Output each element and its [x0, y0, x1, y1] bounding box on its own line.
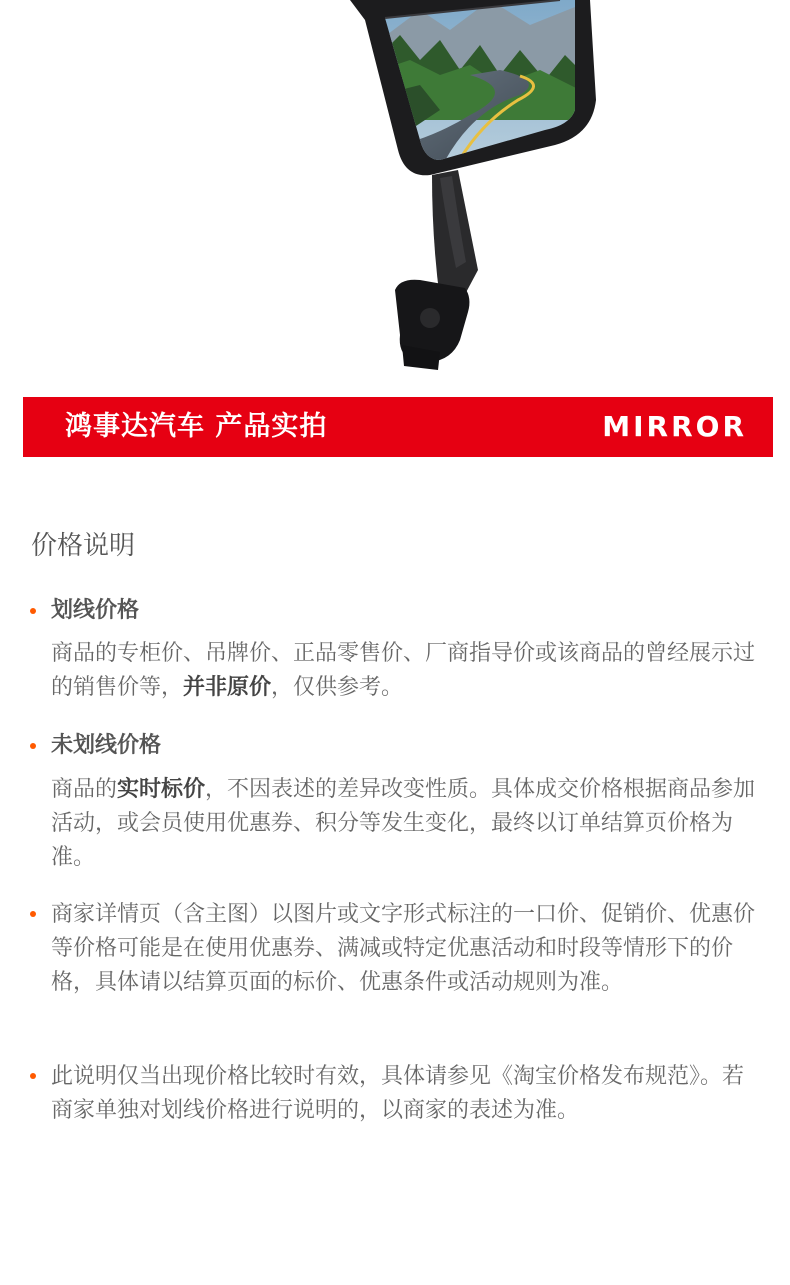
price-section-title: 价格说明 — [31, 531, 136, 561]
item-body-text: ，仅供参考。 — [271, 675, 404, 700]
item-body-emphasis: 实时标价 — [117, 777, 206, 802]
bullet-dot-icon — [30, 608, 36, 614]
product-photo — [0, 0, 790, 380]
item-heading: 未划线价格 — [51, 733, 162, 758]
banner-title: 鸿事达汽车 产品实拍 — [65, 411, 328, 442]
item-body-text: 商品的专柜价、吊牌价、正品零售价、厂商指导价或该商品的曾经展示过的销售价等， — [51, 641, 756, 700]
banner-english-label: MIRROR — [602, 410, 747, 443]
item-body — [51, 637, 763, 705]
mirror-image — [0, 0, 790, 380]
item-body-text: 商品的 — [51, 777, 118, 802]
bullet-dot-icon — [30, 1073, 36, 1079]
item-body-text: ，不因表述的差异改变性质。具体成交价格根据商品参加活动，或会员使用优惠券、积分等发生变化，最终以订单结算页价格为准。 — [51, 777, 756, 870]
item-heading: 划线价格 — [51, 598, 140, 623]
item-body — [51, 773, 763, 875]
bullet-dot-icon — [30, 743, 36, 749]
item-body: 此说明仅当出现价格比较时有效，具体请参见《淘宝价格发布规范》。若商家单独对划线价格进行说明的，以商家的表述为准。 — [51, 1064, 745, 1123]
bullet-dot-icon — [30, 911, 36, 917]
item-body: 商家详情页（含主图）以图片或文字形式标注的一口价、促销价、优惠价等价格可能是在使用优惠券、满减或特定优惠活动和时段等情形下的价格，具体请以结算页面的标价、优惠条件或活动规则为准。 — [51, 902, 756, 995]
item-body-emphasis: 并非原价 — [183, 675, 272, 700]
title-banner — [23, 397, 773, 457]
